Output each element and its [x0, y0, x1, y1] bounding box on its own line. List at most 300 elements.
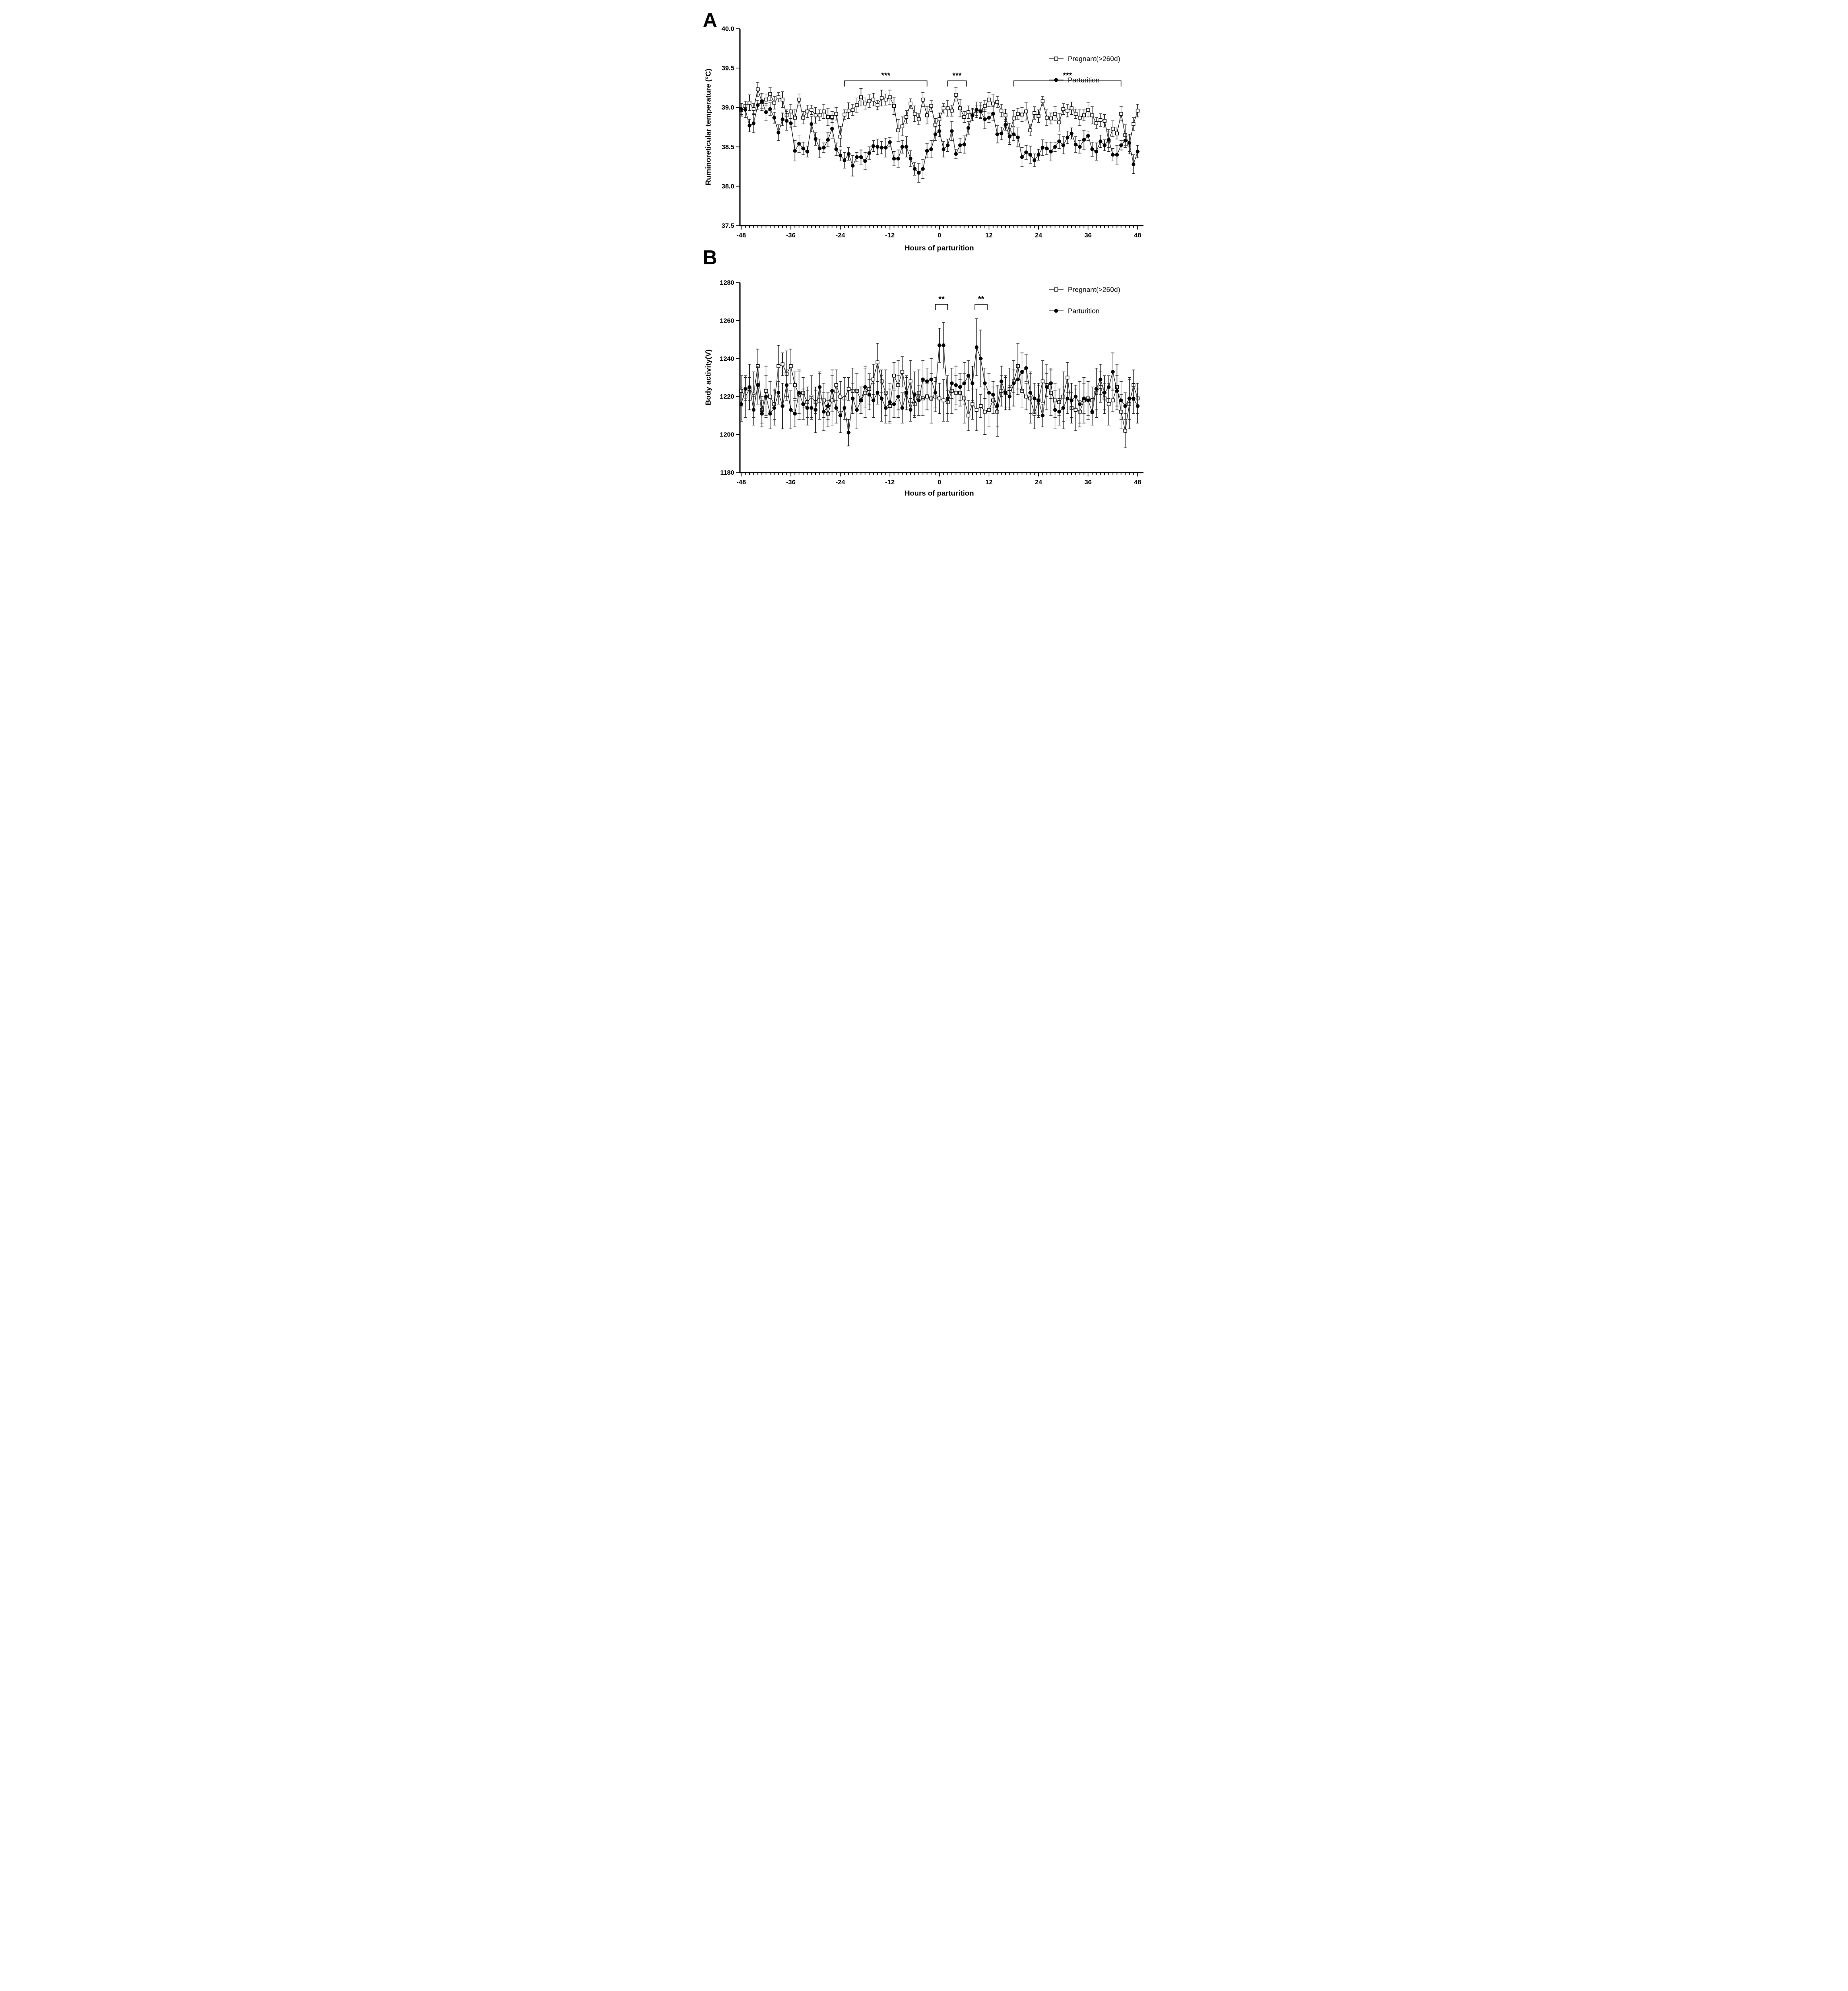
filled-circle-marker: [768, 412, 771, 415]
open-square-marker: [1045, 116, 1048, 119]
filled-circle-marker: [847, 431, 850, 434]
significance-bracket: [947, 81, 966, 87]
x-axis-tick-label: -48: [736, 232, 746, 239]
significance-stars: **: [938, 295, 944, 303]
filled-circle-marker: [751, 408, 755, 412]
open-square-marker: [995, 100, 998, 103]
filled-circle-marker: [867, 151, 871, 155]
filled-circle-marker: [863, 159, 867, 163]
filled-circle-marker: [1020, 155, 1024, 159]
open-square-marker: [764, 98, 767, 101]
filled-circle-marker: [764, 395, 768, 398]
y-axis-tick-label: 39.0: [721, 104, 734, 112]
panel-b-legend: [1049, 286, 1120, 315]
filled-circle-marker: [1024, 366, 1027, 370]
filled-circle-marker: [748, 385, 751, 389]
open-square-marker: [1123, 429, 1127, 432]
filled-circle-marker: [884, 146, 887, 150]
panel-a-label: A: [702, 9, 717, 31]
open-square-marker: [934, 123, 937, 126]
filled-circle-marker: [925, 149, 928, 153]
filled-circle-marker: [950, 129, 953, 133]
filled-circle-marker: [908, 408, 912, 412]
filled-circle-marker: [781, 404, 784, 408]
filled-circle-marker: [946, 143, 949, 147]
filled-circle-marker: [1127, 396, 1131, 400]
open-square-marker: [789, 365, 792, 368]
open-square-marker: [789, 110, 792, 113]
panel-b-series: [739, 319, 1139, 448]
filled-circle-marker: [822, 410, 825, 413]
significance-stars: ***: [952, 71, 961, 80]
open-square-marker: [1119, 112, 1122, 115]
open-square-marker: [1033, 111, 1036, 114]
filled-circle-marker: [958, 385, 961, 389]
filled-circle-marker: [1131, 163, 1135, 166]
filled-circle-marker: [983, 117, 986, 121]
x-axis-tick-label: -24: [835, 232, 845, 239]
open-square-marker: [756, 88, 759, 91]
open-square-marker: [892, 104, 895, 107]
filled-circle-marker: [954, 152, 957, 156]
filled-circle-marker: [809, 406, 813, 410]
open-square-marker: [1024, 395, 1027, 398]
open-square-marker: [917, 118, 920, 121]
open-square-marker: [1107, 403, 1110, 406]
filled-circle-marker: [805, 406, 809, 410]
filled-circle-marker: [830, 127, 834, 130]
filled-circle-marker: [1070, 399, 1073, 402]
open-square-marker: [975, 408, 978, 411]
filled-circle-marker: [1107, 138, 1110, 141]
filled-circle-marker: [834, 147, 838, 151]
open-square-marker: [752, 107, 755, 110]
open-square-marker: [958, 107, 961, 110]
filled-circle-marker: [1111, 153, 1114, 156]
filled-circle-marker: [814, 137, 817, 141]
filled-circle-marker: [962, 143, 966, 146]
open-square-marker: [913, 112, 916, 115]
filled-circle-marker: [748, 124, 751, 127]
x-axis-tick-label: 48: [1133, 479, 1141, 486]
open-square-marker: [1053, 112, 1056, 115]
filled-circle-marker: [739, 107, 743, 111]
filled-circle-marker: [772, 406, 776, 410]
filled-circle-marker: [797, 391, 801, 394]
open-square-marker: [834, 383, 838, 386]
filled-circle-marker: [789, 121, 792, 125]
two-panel-line-chart: [693, 0, 1155, 498]
filled-circle-marker: [1053, 408, 1057, 412]
y-axis-tick-label: 1180: [720, 469, 734, 476]
filled-circle-marker: [991, 393, 994, 396]
filled-circle-marker: [847, 152, 850, 156]
open-square-marker: [1132, 123, 1135, 126]
panel-a-x-axis-title: Hours of parturition: [904, 244, 974, 252]
filled-circle-marker: [875, 145, 879, 149]
open-square-marker: [937, 118, 941, 121]
open-square-marker: [962, 115, 965, 118]
open-square-marker: [1111, 127, 1114, 130]
filled-circle-marker: [880, 146, 883, 150]
filled-circle-marker: [937, 129, 941, 133]
filled-circle-marker: [801, 403, 804, 406]
filled-circle-marker: [784, 383, 788, 387]
y-axis-tick-label: 1200: [719, 431, 734, 439]
filled-circle-marker: [900, 145, 904, 149]
filled-circle-marker: [1111, 370, 1114, 373]
open-square-marker: [1082, 114, 1085, 117]
open-square-marker: [946, 107, 949, 110]
figure-container: [693, 0, 1155, 498]
filled-circle-marker: [1078, 145, 1081, 149]
open-square-marker: [921, 98, 924, 101]
open-square-marker: [1074, 112, 1077, 115]
open-square-marker: [1074, 408, 1077, 411]
filled-circle-marker: [855, 408, 858, 412]
legend-entry-label: Parturition: [1067, 307, 1100, 315]
open-square-marker: [847, 109, 850, 112]
open-square-marker: [983, 104, 986, 107]
filled-circle-marker: [1004, 391, 1007, 394]
filled-circle-marker: [838, 154, 842, 157]
open-square-marker: [1061, 107, 1064, 110]
filled-circle-marker: [999, 132, 1003, 135]
open-square-marker: [793, 116, 796, 119]
open-square-marker: [884, 98, 887, 101]
x-axis-tick-label: -24: [835, 479, 845, 486]
open-square-marker: [888, 96, 891, 99]
filled-circle-marker: [1028, 391, 1032, 394]
filled-circle-marker: [826, 404, 829, 408]
filled-circle-marker: [1045, 385, 1048, 389]
legend-entry-label: Pregnant(>260d): [1067, 286, 1120, 294]
open-square-marker: [1066, 376, 1069, 379]
filled-circle-marker: [1103, 391, 1106, 394]
open-square-marker: [983, 410, 986, 413]
filled-circle-marker: [776, 391, 780, 394]
y-axis-tick-label: 1240: [719, 355, 734, 363]
filled-circle-marker: [1136, 150, 1139, 153]
filled-circle-marker: [1028, 153, 1032, 156]
filled-circle-marker: [834, 406, 838, 410]
x-axis-tick-label: 0: [937, 232, 941, 239]
filled-circle-marker: [933, 391, 937, 394]
legend-entry-label: Pregnant(>260d): [1067, 55, 1120, 63]
filled-circle-marker: [987, 116, 990, 120]
filled-circle-marker: [1123, 139, 1127, 142]
open-square-marker: [830, 115, 833, 118]
x-axis-tick-label: -12: [885, 232, 894, 239]
filled-circle-marker: [1012, 382, 1015, 385]
filled-circle-marker: [1086, 399, 1090, 402]
filled-circle-marker: [809, 122, 813, 126]
open-square-marker: [1012, 117, 1015, 120]
panel-a-y-axis-title: Ruminoreticular temperature (°C): [704, 68, 712, 186]
panel-a: [703, 9, 1143, 252]
filled-circle-marker: [1094, 387, 1098, 391]
filled-circle-marker: [896, 157, 900, 160]
filled-circle-marker: [805, 150, 809, 153]
open-square-marker: [822, 110, 825, 113]
y-axis-tick-label: 1280: [719, 279, 734, 286]
significance-bracket: [844, 81, 927, 87]
filled-circle-marker: [784, 119, 788, 123]
y-axis-tick-label: 38.5: [721, 143, 734, 151]
panel-b-x-axis-title: Hours of parturition: [904, 489, 974, 497]
x-axis-tick-label: 24: [1034, 232, 1042, 239]
filled-circle-marker: [814, 408, 817, 412]
open-square-marker: [1111, 399, 1114, 402]
filled-circle-marker: [768, 107, 771, 111]
filled-circle-marker: [983, 382, 986, 385]
filled-circle-marker: [971, 113, 974, 117]
open-square-marker: [1000, 109, 1003, 112]
open-square-marker: [1094, 122, 1097, 125]
open-square-marker: [851, 108, 854, 111]
filled-circle-marker: [842, 406, 846, 410]
filled-circle-marker: [818, 146, 821, 150]
filled-circle-marker: [929, 147, 933, 151]
filled-circle-marker: [1016, 136, 1019, 139]
open-square-marker: [838, 395, 841, 398]
filled-circle-marker: [1090, 147, 1094, 151]
filled-circle-marker: [1107, 385, 1110, 389]
open-square-marker: [1103, 119, 1106, 122]
y-axis-tick-label: 1260: [719, 317, 734, 325]
filled-circle-marker: [871, 399, 875, 402]
open-square-marker: [1090, 114, 1094, 117]
filled-circle-marker: [756, 383, 759, 387]
filled-circle-marker: [999, 380, 1003, 383]
filled-circle-marker: [1024, 150, 1027, 154]
open-square-marker: [937, 397, 941, 400]
legend-square-icon: [1054, 57, 1058, 60]
open-square-marker: [909, 102, 912, 105]
filled-circle-marker: [1082, 138, 1085, 141]
y-axis-tick-label: 37.5: [721, 222, 734, 230]
filled-circle-marker: [838, 414, 842, 417]
open-square-marker: [987, 98, 990, 101]
filled-circle-marker: [958, 143, 961, 147]
filled-circle-marker: [743, 108, 747, 112]
x-axis-tick-label: 12: [985, 232, 993, 239]
filled-circle-marker: [830, 389, 834, 393]
open-square-marker: [1028, 129, 1031, 132]
filled-circle-marker: [979, 110, 982, 113]
x-axis-tick-label: -36: [786, 479, 795, 486]
open-square-marker: [991, 102, 994, 105]
open-square-marker: [1016, 112, 1019, 115]
open-square-marker: [810, 108, 813, 111]
open-square-marker: [967, 110, 970, 113]
open-square-marker: [942, 399, 945, 402]
x-axis-tick-label: 12: [985, 479, 993, 486]
filled-circle-marker: [1032, 396, 1036, 400]
open-square-marker: [768, 93, 771, 96]
y-axis-tick-label: 39.5: [721, 64, 734, 72]
filled-circle-marker: [925, 380, 928, 383]
filled-circle-marker: [1065, 136, 1069, 139]
open-square-marker: [855, 103, 858, 107]
filled-circle-marker: [760, 412, 763, 415]
open-square-marker: [967, 414, 970, 417]
filled-circle-marker: [781, 117, 784, 121]
significance-bracket: [1014, 81, 1121, 87]
filled-circle-marker: [880, 396, 883, 400]
filled-circle-marker: [1053, 145, 1057, 149]
filled-circle-marker: [904, 391, 908, 394]
filled-circle-marker: [859, 399, 862, 402]
x-axis-tick-label: 0: [937, 479, 941, 486]
filled-circle-marker: [987, 391, 990, 394]
filled-circle-marker: [859, 155, 862, 159]
open-square-marker: [1049, 117, 1052, 120]
open-square-marker: [1099, 119, 1102, 122]
open-square-marker: [929, 104, 932, 107]
filled-circle-marker: [974, 345, 978, 349]
filled-circle-marker: [1115, 153, 1118, 156]
filled-circle-marker: [913, 167, 916, 170]
open-square-marker: [781, 98, 784, 101]
filled-circle-marker: [863, 385, 867, 389]
open-square-marker: [1066, 109, 1069, 112]
filled-circle-marker: [941, 343, 945, 347]
filled-circle-marker: [1074, 143, 1077, 146]
filled-circle-marker: [1049, 150, 1052, 153]
filled-circle-marker: [1061, 143, 1065, 147]
panel-b-significance-brackets: [935, 295, 987, 310]
filled-circle-marker: [888, 140, 891, 144]
filled-circle-marker: [1103, 143, 1106, 147]
significance-bracket: [935, 304, 948, 310]
open-square-marker: [863, 102, 866, 105]
open-square-marker: [843, 113, 846, 116]
filled-circle-marker: [966, 126, 970, 130]
open-square-marker: [814, 114, 817, 117]
filled-circle-marker: [801, 146, 804, 150]
legend-circle-icon: [1054, 309, 1058, 313]
filled-circle-marker: [908, 157, 912, 160]
filled-circle-marker: [1090, 410, 1094, 413]
filled-circle-marker: [974, 108, 978, 112]
legend-square-icon: [1054, 288, 1058, 291]
open-square-marker: [876, 103, 879, 107]
filled-circle-marker: [743, 387, 747, 391]
panel-b: [703, 246, 1143, 497]
open-square-marker: [1024, 110, 1027, 113]
filled-circle-marker: [954, 383, 957, 387]
panel-a-series: [739, 82, 1139, 182]
open-square-marker: [925, 395, 928, 398]
filled-circle-marker: [966, 374, 970, 377]
filled-circle-marker: [995, 404, 999, 408]
filled-circle-marker: [1086, 134, 1090, 137]
filled-circle-marker: [941, 147, 945, 151]
open-square-marker: [892, 374, 895, 377]
filled-circle-marker: [884, 406, 887, 410]
filled-circle-marker: [789, 408, 792, 412]
open-square-marker: [777, 96, 780, 99]
open-square-marker: [901, 125, 904, 128]
open-square-marker: [896, 129, 899, 132]
filled-circle-marker: [1078, 403, 1081, 406]
open-square-marker: [871, 378, 874, 381]
filled-circle-marker: [962, 382, 966, 385]
open-square-marker: [847, 387, 850, 390]
filled-circle-marker: [933, 133, 937, 136]
series-parturition: [739, 94, 1139, 182]
filled-circle-marker: [917, 171, 920, 174]
open-square-marker: [971, 403, 974, 406]
filled-circle-marker: [888, 400, 891, 404]
filled-circle-marker: [739, 403, 743, 406]
open-square-marker: [1136, 109, 1139, 112]
filled-circle-marker: [1119, 143, 1123, 147]
filled-circle-marker: [867, 393, 871, 396]
panel-b-y-axis-title: Body activity(V): [704, 349, 712, 406]
filled-circle-marker: [851, 396, 854, 400]
significance-stars: ***: [881, 71, 891, 80]
filled-circle-marker: [1016, 378, 1019, 381]
x-axis-tick-label: 48: [1133, 232, 1141, 239]
open-square-marker: [1020, 113, 1023, 116]
filled-circle-marker: [797, 142, 801, 145]
filled-circle-marker: [760, 100, 763, 103]
open-square-marker: [838, 135, 841, 138]
filled-circle-marker: [1074, 395, 1077, 398]
open-square-marker: [1078, 116, 1081, 119]
open-square-marker: [871, 98, 874, 101]
filled-circle-marker: [1037, 153, 1040, 156]
filled-circle-marker: [756, 103, 759, 107]
filled-circle-marker: [917, 399, 920, 402]
filled-circle-marker: [1123, 404, 1127, 408]
filled-circle-marker: [776, 131, 780, 134]
open-square-marker: [950, 109, 953, 112]
x-axis-tick-label: -36: [786, 232, 795, 239]
panel-b-label: B: [702, 246, 717, 269]
filled-circle-marker: [871, 144, 875, 148]
filled-circle-marker: [1082, 396, 1085, 400]
filled-circle-marker: [1098, 140, 1102, 143]
open-square-marker: [768, 395, 771, 398]
open-square-marker: [818, 114, 821, 117]
open-square-marker: [748, 101, 751, 104]
y-axis-tick-label: 40.0: [721, 25, 734, 33]
filled-circle-marker: [855, 155, 858, 159]
open-square-marker: [1070, 107, 1073, 110]
open-square-marker: [826, 115, 829, 118]
filled-circle-marker: [875, 391, 879, 394]
filled-circle-marker: [826, 138, 829, 141]
filled-circle-marker: [772, 116, 776, 120]
filled-circle-marker: [793, 149, 796, 153]
open-square-marker: [909, 380, 912, 383]
filled-circle-marker: [921, 167, 924, 170]
open-square-marker: [867, 100, 871, 103]
filled-circle-marker: [896, 395, 900, 398]
filled-circle-marker: [1119, 399, 1123, 402]
filled-circle-marker: [950, 382, 953, 385]
x-axis-tick-label: -12: [885, 479, 894, 486]
open-square-marker: [925, 114, 928, 117]
significance-stars: ***: [1062, 71, 1072, 80]
filled-circle-marker: [1049, 382, 1052, 385]
filled-circle-marker: [991, 112, 994, 116]
filled-circle-marker: [913, 393, 916, 396]
open-square-marker: [793, 383, 796, 386]
